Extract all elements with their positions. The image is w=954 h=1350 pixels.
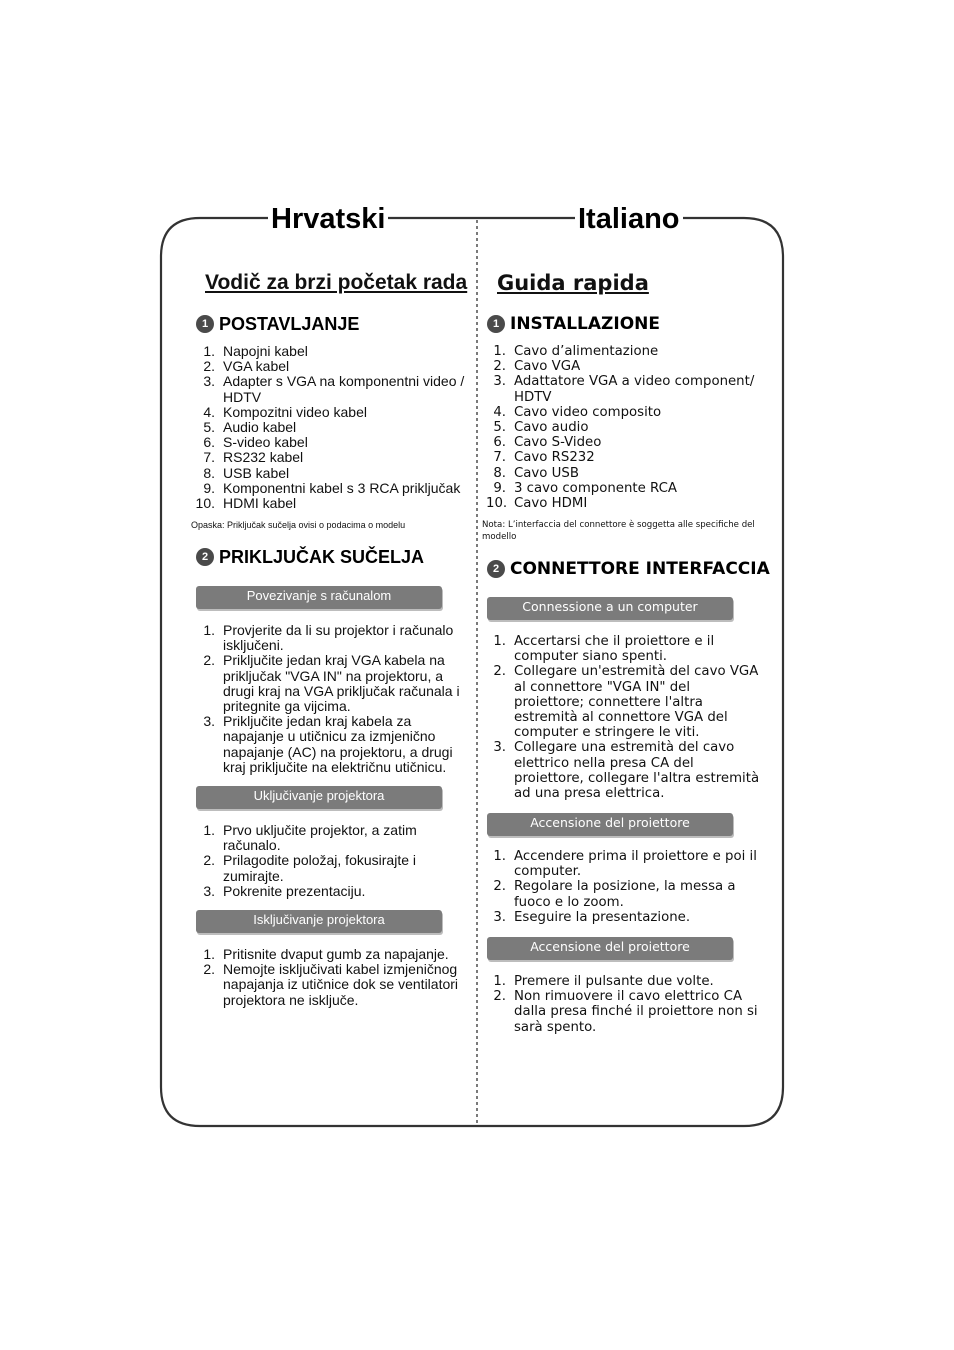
list-item: 2. Non rimuovere il cavo elettrico CA dalla presa finché il proiettore non si sarà spento.	[493, 989, 758, 1035]
list-item: 8. Cavo USB	[493, 465, 579, 481]
power-on-steps-it	[486, 849, 764, 925]
section-setup-hr	[196, 313, 359, 335]
list-item: 10. HDMI kabel	[195, 495, 297, 512]
section-title: INSTALLAZIONE	[510, 314, 660, 334]
subsection-bar-connect-hr: Povezivanje s računalom	[196, 586, 442, 609]
list-item: 3. Adattatore VGA a video component/ HDTV	[493, 374, 755, 405]
list-item: 4. Cavo video composito	[493, 404, 662, 420]
connect-steps-it	[486, 634, 764, 801]
section-title: CONNETTORE INTERFACCIA	[510, 559, 770, 579]
section-title: PRIKLJUČAK SUČELJA	[219, 547, 425, 567]
list-item: 9. 3 cavo componente RCA	[493, 480, 677, 496]
cable-list-it	[486, 344, 771, 511]
list-item: 2. Prilagodite položaj, fokusirajte i zumirajte.	[203, 852, 416, 884]
list-item: 1. Napojni kabel	[203, 343, 308, 359]
list-item: 6. S-video kabel	[203, 434, 308, 451]
connect-steps-hr	[195, 623, 473, 775]
subsection-bar-connect-it: Connessione a un computer	[487, 597, 733, 620]
power-on-steps-hr	[195, 823, 473, 899]
list-item: 1. Pritisnite dvaput gumb za napajanje.	[203, 946, 449, 962]
subsection-bar-power-off-hr: Isključivanje projektora	[196, 910, 442, 933]
step-number-badge: 1	[487, 315, 505, 333]
list-item: 1. Provjerite da li su projektor i računalo isključeni.	[203, 622, 454, 654]
list-item: 8. USB kabel	[203, 464, 290, 481]
list-item: 5. Cavo audio	[493, 420, 589, 436]
list-item: 9. Komponentni kabel s 3 RCA priključak	[203, 479, 461, 496]
list-item: 1. Prvo uključite projektor, a zatim računalo.	[203, 822, 417, 854]
list-item: 3. Collegare una estremità del cavo elettrico nella presa CA del proiettore, collegare l'altra estremità ad una presa elettrica.	[493, 740, 760, 802]
power-off-steps-it	[486, 974, 764, 1035]
model-note-it: Nota: L’interfaccia del connettore è soggetta alle specifiche del modello	[482, 520, 755, 542]
list-item: 1. Accendere prima il proiettore e poi il computer.	[493, 849, 757, 880]
step-number-badge: 2	[196, 548, 214, 566]
subsection-bar-power-on-hr: Uključivanje projektora	[196, 786, 442, 809]
power-off-steps-hr	[195, 947, 473, 1008]
list-item: 6. Cavo S-Video	[493, 435, 602, 451]
list-item: 1. Cavo d’alimentazione	[493, 344, 659, 359]
list-item: 2. VGA kabel	[203, 358, 290, 375]
list-item: 7. RS232 kabel	[203, 449, 304, 466]
step-number-badge: 1	[196, 315, 214, 333]
list-item: 3. Priključite jedan kraj kabela za napajanje u utičnicu za izmjenično napajanje (AC) na projektoru, a drugi kraj priključite na električnu utičnicu.	[203, 713, 453, 775]
list-item: 10. Cavo HDMI	[486, 496, 588, 512]
language-title-italiano: Italiano	[575, 201, 683, 237]
list-item: 1. Accertarsi che il proiettore e il computer siano spenti.	[493, 634, 715, 665]
list-item: 2. Priključite jedan kraj VGA kabela na priključak "VGA IN" na projektoru, a drugi kraj na VGA priključak računala i pritegnite ga vijcima.	[203, 652, 460, 715]
list-item: 3. Adapter s VGA na komponentni video / HDTV	[203, 373, 465, 405]
section-setup-it	[487, 313, 660, 335]
section-interface-hr	[196, 546, 424, 568]
list-item: 2. Regolare la posizione, la messa a fuoco e lo zoom.	[493, 879, 736, 910]
subtitle-it: Guida rapida	[497, 271, 649, 295]
list-item: 2. Cavo VGA	[493, 359, 581, 375]
list-item: 3. Pokrenite prezentaciju.	[203, 882, 366, 899]
subtitle-hr: Vodič za brzi početak rada	[205, 271, 468, 294]
list-item: 2. Collegare un'estremità del cavo VGA al connettore "VGA IN" del proiettore; connettere l'altra estremità al connettore VGA del computer e stringere le viti.	[493, 664, 759, 741]
list-item: 5. Audio kabel	[203, 419, 297, 436]
list-item: 2. Nemojte isključivati kabel izmjeničnog napajanja iz utičnice dok se ventilatori projektora ne isključe.	[203, 961, 459, 1008]
section-title: POSTAVLJANJE	[219, 314, 360, 334]
language-title-hrvatski: Hrvatski	[268, 201, 388, 237]
list-item: 4. Kompozitni video kabel	[203, 403, 367, 420]
step-number-badge: 2	[487, 560, 505, 578]
list-item: 3. Eseguire la presentazione.	[493, 909, 691, 925]
subsection-bar-power-on-it: Accensione del proiettore	[487, 813, 733, 836]
list-item: 7. Cavo RS232	[493, 450, 595, 466]
model-note-hr: Opaska: Priključak sučelja ovisi o podacima o modelu	[191, 520, 406, 530]
section-interface-it	[487, 558, 770, 580]
list-item: 1. Premere il pulsante due volte.	[493, 974, 714, 989]
cable-list-hr	[195, 344, 480, 511]
subsection-bar-power-off-it: Accensione del proiettore	[487, 937, 733, 960]
